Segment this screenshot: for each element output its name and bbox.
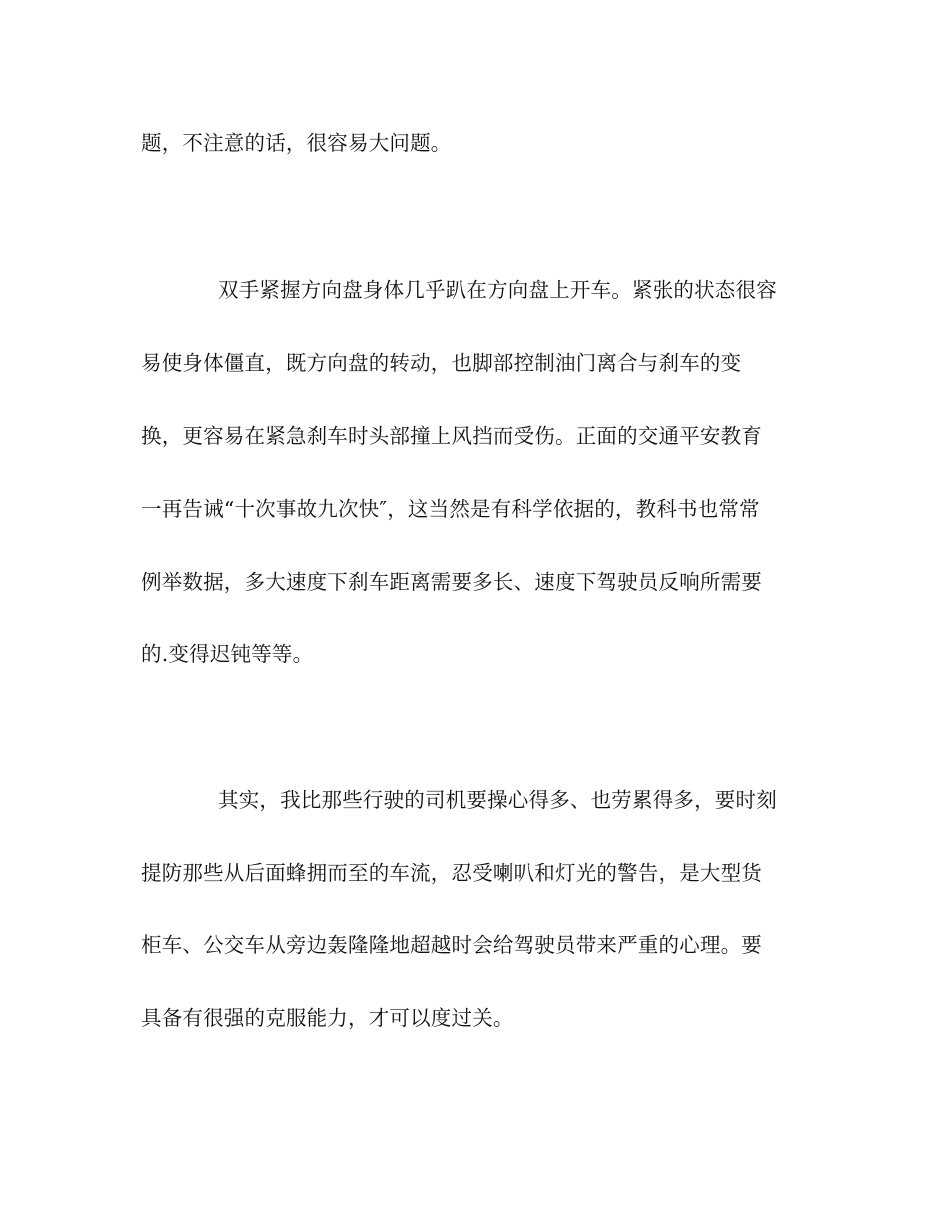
paragraph-3-line-2: 提防那些从后面蜂拥而至的车流，忍受喇叭和灯光的警告，是大型货 xyxy=(141,861,762,885)
paragraph-2-line-3: 换，更容易在紧急刹车时头部撞上风挡而受伤。正面的交通平安教育 xyxy=(141,424,762,448)
paragraph-2-line-4: 一再告诫“十次事故九次快″，这当然是有科学依据的，教科书也常常 xyxy=(141,497,760,521)
paragraph-3-line-3: 柜车、公交车从旁边轰隆隆地超越时会给驾驶员带来严重的心理。要 xyxy=(141,933,762,957)
paragraph-3-line-1: 其实，我比那些行驶的司机要操心得多、也劳累得多，要时刻 xyxy=(218,788,777,812)
paragraph-1-line-1: 题，不注意的话，很容易大问题。 xyxy=(141,131,452,155)
paragraph-2-line-2: 易使身体僵直，既方向盘的转动，也脚部控制油门离合与刹车的变 xyxy=(141,351,742,375)
paragraph-2-line-1: 双手紧握方向盘身体几乎趴在方向盘上开车。紧张的状态很容 xyxy=(218,278,777,302)
paragraph-3-line-4: 具备有很强的克服能力，才可以度过关。 xyxy=(141,1006,514,1030)
paragraph-2-line-6: 的.变得迟钝等等。 xyxy=(141,642,314,666)
paragraph-2-line-5: 例举数据，多大速度下刹车距离需要多长、速度下驾驶员反响所需要 xyxy=(141,570,762,594)
